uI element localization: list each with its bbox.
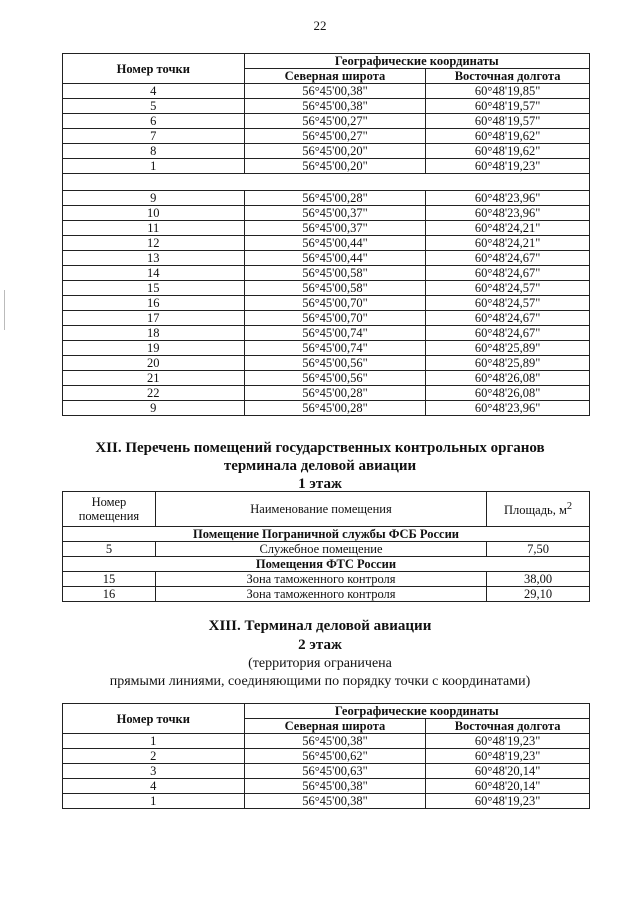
north-latitude-cell: 56°45'00,74"	[244, 341, 426, 356]
east-longitude-cell: 60°48'23,96"	[426, 191, 590, 206]
point-number-cell: 22	[63, 386, 245, 401]
north-latitude-cell: 56°45'00,20"	[244, 159, 426, 174]
point-number-cell: 8	[63, 144, 245, 159]
east-longitude-cell: 60°48'25,89"	[426, 356, 590, 371]
east-longitude-cell: 60°48'26,08"	[426, 371, 590, 386]
point-number-cell: 5	[63, 99, 245, 114]
north-latitude-cell: 56°45'00,38"	[244, 734, 426, 749]
point-number-cell: 15	[63, 281, 245, 296]
east-longitude-cell: 60°48'25,89"	[426, 341, 590, 356]
premise-area-cell: 38,00	[487, 572, 590, 587]
premise-area-cell: 7,50	[487, 542, 590, 557]
table-row	[63, 266, 590, 281]
east-longitude-cell: 60°48'19,23"	[426, 794, 590, 809]
header-premise-number: Номер помещения	[63, 492, 156, 527]
table-row	[63, 764, 590, 779]
north-latitude-cell: 56°45'00,28"	[244, 386, 426, 401]
header-point-number: Номер точки	[63, 704, 245, 734]
header-north-latitude: Северная широта	[244, 69, 426, 84]
north-latitude-cell: 56°45'00,37"	[244, 206, 426, 221]
header-geo-coordinates: Географические координаты	[244, 704, 589, 719]
north-latitude-cell: 56°45'00,27"	[244, 129, 426, 144]
east-longitude-cell: 60°48'24,21"	[426, 236, 590, 251]
north-latitude-cell: 56°45'00,58"	[244, 266, 426, 281]
north-latitude-cell: 56°45'00,38"	[244, 794, 426, 809]
page-number: 22	[313, 18, 327, 33]
north-latitude-cell: 56°45'00,62"	[244, 749, 426, 764]
point-number-cell: 9	[63, 401, 245, 416]
east-longitude-cell: 60°48'19,57"	[426, 114, 590, 129]
east-longitude-cell: 60°48'24,21"	[426, 221, 590, 236]
premise-name-cell: Зона таможенного контроля	[155, 572, 486, 587]
east-longitude-cell: 60°48'24,67"	[426, 266, 590, 281]
section-13-note-line2: прямыми линиями, соединяющими по порядку точки с координатами)	[109, 674, 531, 689]
point-number-cell: 17	[63, 311, 245, 326]
north-latitude-cell: 56°45'00,37"	[244, 221, 426, 236]
north-latitude-cell: 56°45'00,28"	[244, 191, 426, 206]
header-east-longitude: Восточная долгота	[426, 719, 590, 734]
north-latitude-cell: 56°45'00,38"	[244, 779, 426, 794]
header-area-sup: 2	[566, 501, 573, 513]
point-number-cell: 6	[63, 114, 245, 129]
table-row	[63, 114, 590, 129]
point-number-cell: 19	[63, 341, 245, 356]
table-row	[63, 159, 590, 174]
east-longitude-cell: 60°48'24,67"	[426, 326, 590, 341]
section-13-note-line1: (территория ограничена	[248, 656, 392, 671]
east-longitude-cell: 60°48'19,57"	[426, 99, 590, 114]
north-latitude-cell: 56°45'00,38"	[244, 99, 426, 114]
header-point-number: Номер точки	[63, 54, 245, 84]
point-number-cell: 2	[63, 749, 245, 764]
east-longitude-cell: 60°48'24,67"	[426, 311, 590, 326]
table-row	[63, 401, 590, 416]
table-row	[63, 129, 590, 144]
premise-number-cell: 16	[63, 587, 156, 602]
point-number-cell: 12	[63, 236, 245, 251]
premise-number-cell: 5	[63, 542, 156, 557]
table-row	[63, 371, 590, 386]
section-12-title-line1: XII. Перечень помещений государственных контрольных органов	[95, 440, 545, 456]
point-number-cell: 11	[63, 221, 245, 236]
table-row	[63, 281, 590, 296]
north-latitude-cell: 56°45'00,28"	[244, 401, 426, 416]
point-number-cell: 7	[63, 129, 245, 144]
north-latitude-cell: 56°45'00,70"	[244, 296, 426, 311]
east-longitude-cell: 60°48'20,14"	[426, 779, 590, 794]
point-number-cell: 14	[63, 266, 245, 281]
north-latitude-cell: 56°45'00,27"	[244, 114, 426, 129]
section-13-title: XIII. Терминал деловой авиации	[208, 618, 432, 634]
table-row	[63, 587, 590, 602]
east-longitude-cell: 60°48'24,67"	[426, 251, 590, 266]
premise-name-cell: Служебное помещение	[155, 542, 486, 557]
section-12-floor: 1 этаж	[298, 476, 342, 492]
north-latitude-cell: 56°45'00,58"	[244, 281, 426, 296]
header-north-latitude: Северная широта	[244, 719, 426, 734]
table-row	[63, 734, 590, 749]
group-title: Помещение Пограничной службы ФСБ России	[63, 527, 590, 542]
east-longitude-cell: 60°48'19,62"	[426, 129, 590, 144]
group-title-row	[63, 557, 590, 572]
table-row	[63, 779, 590, 794]
table-row	[63, 144, 590, 159]
table-row	[63, 251, 590, 266]
point-number-cell: 10	[63, 206, 245, 221]
coordinates-table-1	[62, 53, 590, 416]
table-row	[63, 386, 590, 401]
east-longitude-cell: 60°48'23,96"	[426, 206, 590, 221]
point-number-cell: 4	[63, 779, 245, 794]
east-longitude-cell: 60°48'24,57"	[426, 281, 590, 296]
east-longitude-cell: 60°48'19,23"	[426, 749, 590, 764]
table-row	[63, 221, 590, 236]
premise-name-cell: Зона таможенного контроля	[155, 587, 486, 602]
north-latitude-cell: 56°45'00,70"	[244, 311, 426, 326]
point-number-cell: 3	[63, 764, 245, 779]
point-number-cell: 21	[63, 371, 245, 386]
east-longitude-cell: 60°48'19,85"	[426, 84, 590, 99]
north-latitude-cell: 56°45'00,38"	[244, 84, 426, 99]
header-east-longitude: Восточная долгота	[426, 69, 590, 84]
header-area	[487, 492, 590, 527]
table-row	[63, 191, 590, 206]
table-row	[63, 542, 590, 557]
north-latitude-cell: 56°45'00,56"	[244, 356, 426, 371]
point-number-cell: 4	[63, 84, 245, 99]
table-row	[63, 572, 590, 587]
table-row	[63, 311, 590, 326]
table-row	[63, 206, 590, 221]
north-latitude-cell: 56°45'00,56"	[244, 371, 426, 386]
header-area-label: Площадь, м	[504, 503, 567, 518]
premise-number-cell: 15	[63, 572, 156, 587]
table-row	[63, 84, 590, 99]
section-12-title-line2: терминала деловой авиации	[223, 458, 417, 474]
table-row	[63, 296, 590, 311]
section-13-floor: 2 этаж	[298, 637, 342, 653]
spacer-cell	[63, 174, 590, 191]
group-title: Помещения ФТС России	[63, 557, 590, 572]
point-number-cell: 9	[63, 191, 245, 206]
point-number-cell: 13	[63, 251, 245, 266]
north-latitude-cell: 56°45'00,63"	[244, 764, 426, 779]
east-longitude-cell: 60°48'19,62"	[426, 144, 590, 159]
point-number-cell: 20	[63, 356, 245, 371]
north-latitude-cell: 56°45'00,44"	[244, 251, 426, 266]
scan-edge-mark	[4, 290, 5, 330]
table-row	[63, 794, 590, 809]
point-number-cell: 1	[63, 734, 245, 749]
header-geo-coordinates: Географические координаты	[244, 54, 589, 69]
point-number-cell: 16	[63, 296, 245, 311]
table-spacer-row	[63, 174, 590, 191]
north-latitude-cell: 56°45'00,74"	[244, 326, 426, 341]
north-latitude-cell: 56°45'00,44"	[244, 236, 426, 251]
point-number-cell: 18	[63, 326, 245, 341]
east-longitude-cell: 60°48'23,96"	[426, 401, 590, 416]
group-title-row	[63, 527, 590, 542]
east-longitude-cell: 60°48'26,08"	[426, 386, 590, 401]
header-premise-name: Наименование помещения	[155, 492, 486, 527]
point-number-cell: 1	[63, 159, 245, 174]
east-longitude-cell: 60°48'20,14"	[426, 764, 590, 779]
coordinates-table-2	[62, 703, 590, 809]
table-row	[63, 356, 590, 371]
east-longitude-cell: 60°48'24,57"	[426, 296, 590, 311]
table-row	[63, 749, 590, 764]
premise-area-cell: 29,10	[487, 587, 590, 602]
table-row	[63, 236, 590, 251]
table-row	[63, 99, 590, 114]
point-number-cell: 1	[63, 794, 245, 809]
north-latitude-cell: 56°45'00,20"	[244, 144, 426, 159]
premises-table	[62, 491, 590, 602]
table-row	[63, 341, 590, 356]
east-longitude-cell: 60°48'19,23"	[426, 734, 590, 749]
east-longitude-cell: 60°48'19,23"	[426, 159, 590, 174]
table-row	[63, 326, 590, 341]
